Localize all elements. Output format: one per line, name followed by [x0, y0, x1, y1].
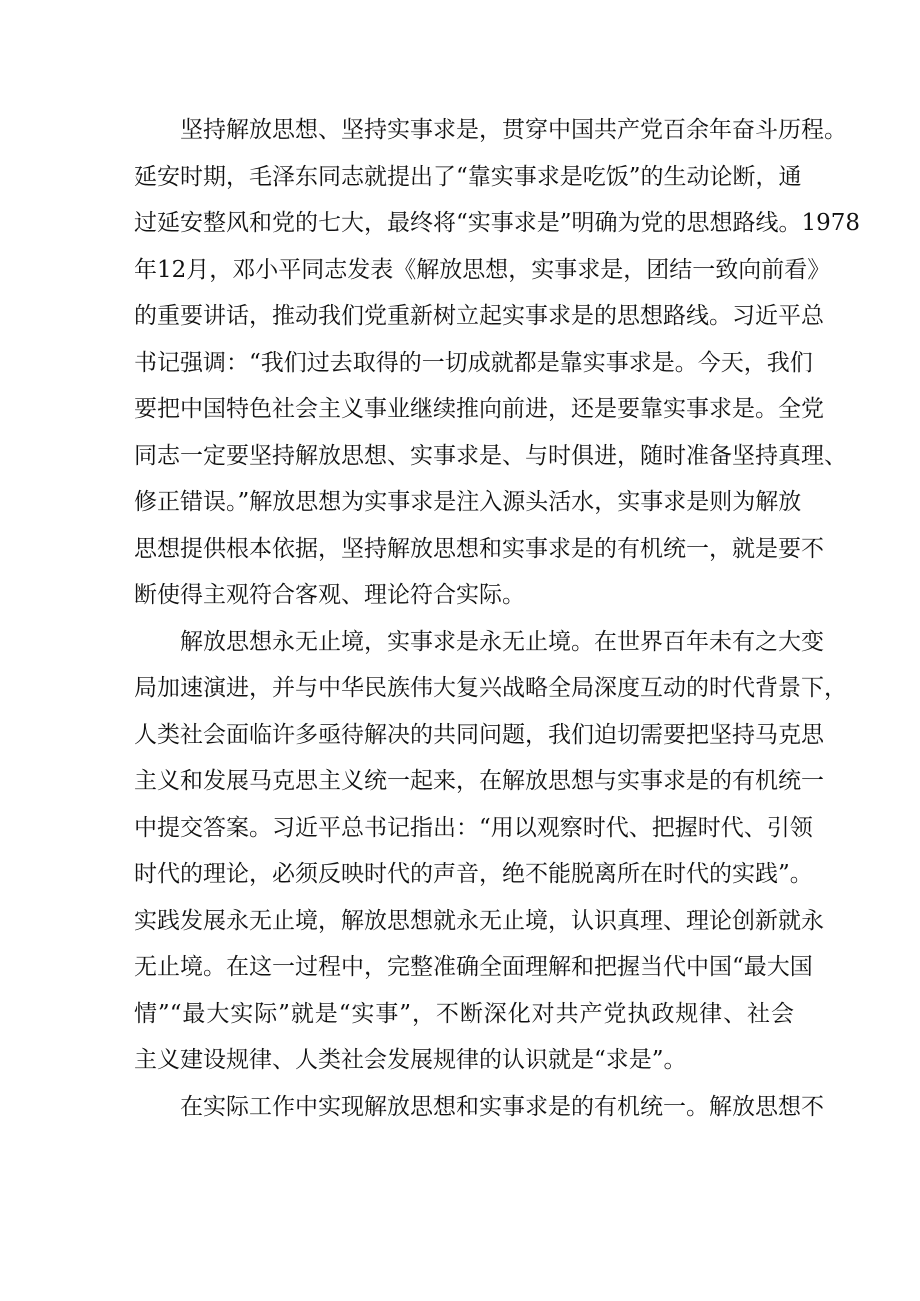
text-line: 局加速演进，并与中华民族伟大复兴战略全局深度互动的时代背景下， [134, 675, 847, 701]
text-line: 书记强调：“我们过去取得的一切成就都是靠实事求是。今天，我们 [134, 349, 813, 376]
text-line: 中提交答案。习近平总书记指出：“用以观察时代、把握时代、引领 [134, 814, 813, 841]
text-line: 情”“最大实际”就是“实事”，不断深化对共产党执政规律、社会 [134, 1000, 794, 1027]
paragraph-1 [134, 107, 861, 619]
paragraph-3 [134, 1084, 824, 1131]
article-body [134, 107, 861, 1130]
text-line: 断使得主观符合客观、理论符合实际。 [134, 582, 525, 608]
text-line: 思想提供根本依据，坚持解放思想和实事求是的有机统一，就是要不 [134, 535, 824, 562]
text-line: 的重要讲话，推动我们党重新树立起实事求是的思想路线。习近平总 [134, 303, 824, 329]
text-line: 实践发展永无止境，解放思想就永无止境，认识真理、理论创新就永 [134, 907, 824, 934]
text-line: 修正错误。”解放思想为实事求是注入源头活水，实事求是则为解放 [134, 489, 802, 515]
text-line: 过延安整风和党的七大，最终将“实事求是”明确为党的思想路线。1978 [134, 210, 861, 236]
text-line: 解放思想永无止境，实事求是永无止境。在世界百年未有之大变 [180, 628, 824, 655]
text-line: 要把中国特色社会主义事业继续推向前进，还是要靠实事求是。全党 [134, 396, 824, 422]
text-line: 坚持解放思想、坚持实事求是，贯穿中国共产党百余年奋斗历程。 [180, 117, 847, 143]
text-line: 主义建设规律、人类社会发展规律的认识就是“求是”。 [134, 1047, 687, 1073]
text-line: 无止境。在这一过程中，完整准确全面理解和把握当代中国“最大国 [134, 954, 813, 980]
text-line: 人类社会面临许多亟待解决的共同问题，我们迫切需要把坚持马克思 [134, 721, 824, 748]
text-line: 时代的理论，必须反映时代的声音，绝不能脱离所在时代的实践”。 [134, 861, 813, 887]
text-line: 同志一定要坚持解放思想、实事求是、与时俱进，随时准备坚持真理、 [134, 442, 847, 469]
text-line: 延安时期，毛泽东同志就提出了“靠实事求是吃饭”的生动论断，通 [134, 163, 802, 190]
text-line: 年12月，邓小平同志发表《解放思想，实事求是，团结一致向前看》 [134, 256, 831, 283]
text-line: 在实际工作中实现解放思想和实事求是的有机统一。解放思想不 [180, 1093, 824, 1120]
text-line: 主义和发展马克思主义统一起来，在解放思想与实事求是的有机统一 [134, 768, 824, 794]
paragraph-2 [134, 619, 847, 1084]
